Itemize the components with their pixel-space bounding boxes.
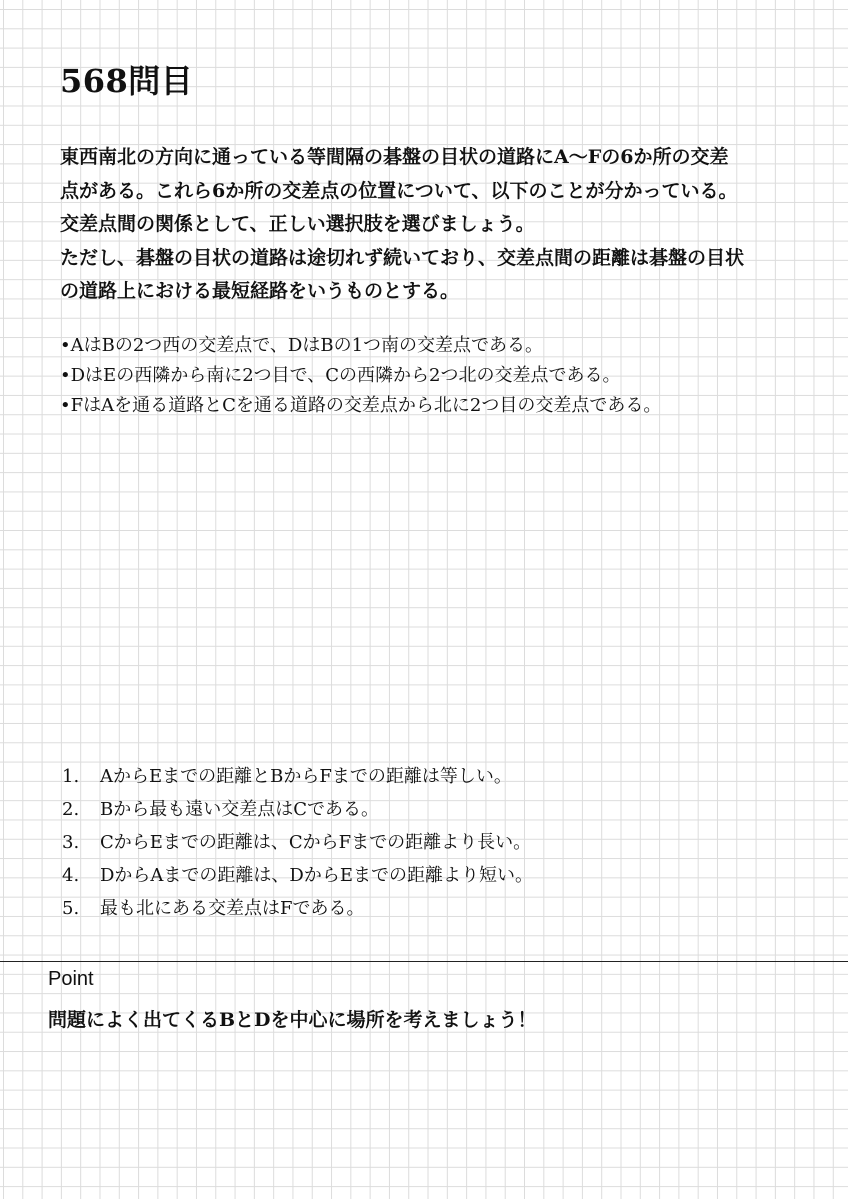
- choice-number: 5.: [62, 898, 80, 919]
- condition-item: •DはEの西隣から南に2つ目で、Cの西隣から2つ北の交差点である。: [60, 365, 621, 386]
- choice-text: CからEまでの距離は、CからFまでの距離より長い。: [100, 832, 532, 853]
- choice-number: 2.: [62, 799, 80, 820]
- question-line: 交差点間の関係として、正しい選択肢を選びましょう。: [60, 213, 535, 235]
- condition-item: •AはBの2つ西の交差点で、DはBの1つ南の交差点である。: [60, 335, 544, 356]
- question-line: ただし、碁盤の目状の道路は途切れず続いており、交差点間の距離は碁盤の目状: [60, 246, 745, 269]
- choices-list: [62, 760, 822, 925]
- choice-text: AからEまでの距離とBからFまでの距離は等しい。: [100, 766, 512, 787]
- question-text: [60, 141, 830, 309]
- point-label: Point: [48, 968, 94, 990]
- page-title: 568問目: [60, 62, 194, 100]
- choice-text: DからAまでの距離は、DからEまでの距離より短い。: [100, 865, 533, 886]
- point-hint: 問題によく出てくるBとDを中心に場所を考えましょう！: [48, 1009, 537, 1031]
- question-line: 東西南北の方向に通っている等間隔の碁盤の目状の道路にA〜Fの6か所の交差: [60, 146, 729, 168]
- choice-number: 4.: [62, 865, 80, 886]
- section-divider: [0, 961, 848, 962]
- choice-text: 最も北にある交差点はFである。: [100, 898, 365, 919]
- choice-item: [62, 793, 822, 826]
- conditions-list: [60, 331, 830, 421]
- choice-item: [62, 760, 822, 793]
- choice-text: Bから最も遠い交差点はCである。: [100, 799, 379, 820]
- question-line: 点がある。これら6か所の交差点の位置について、以下のことが分かっている。: [60, 179, 738, 202]
- condition-item: •FはAを通る道路とCを通る道路の交差点から北に2つ目の交差点である。: [60, 395, 662, 416]
- choice-item: [62, 859, 822, 892]
- choice-item: [62, 826, 822, 859]
- choice-number: 1.: [62, 766, 80, 787]
- question-line: の道路上における最短経路をいうものとする。: [60, 280, 460, 302]
- choice-number: 3.: [62, 832, 80, 853]
- choice-item: [62, 892, 822, 925]
